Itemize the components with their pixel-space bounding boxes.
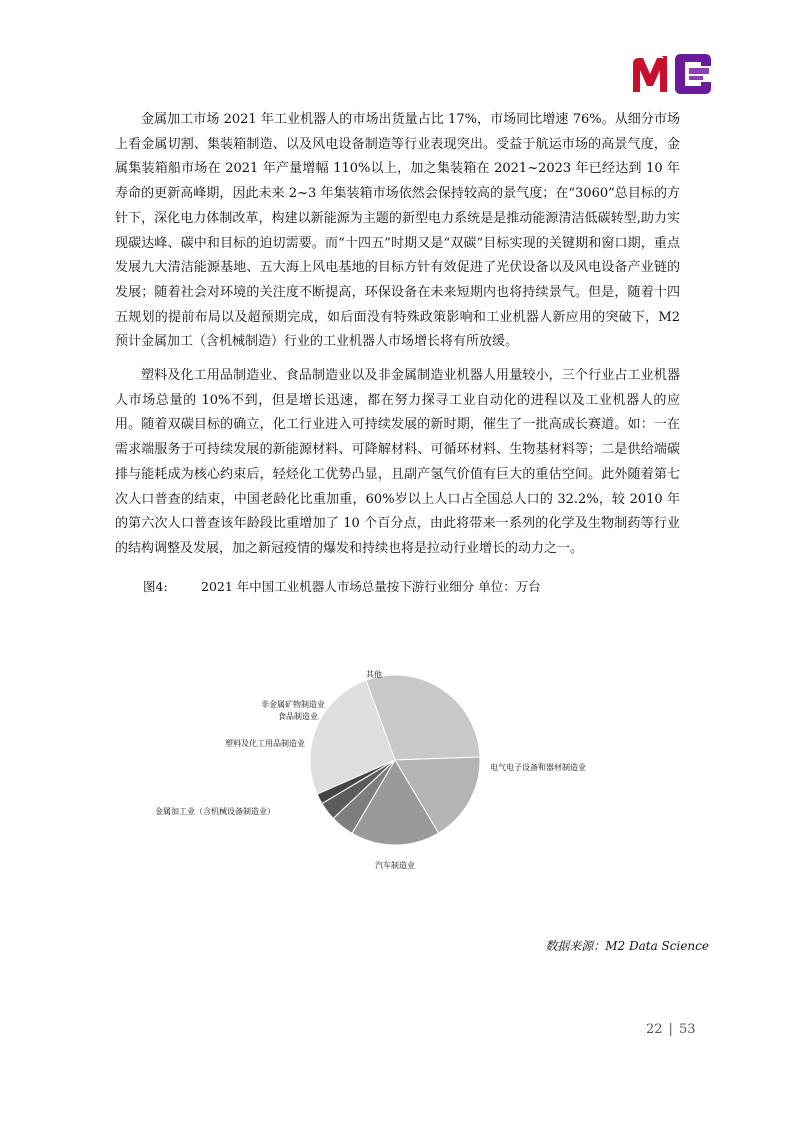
figure-title: 2021 年中国工业机器人市场总量按下游行业细分 单位：万台	[201, 579, 541, 594]
pie-chart	[150, 660, 640, 880]
figure-caption	[143, 577, 541, 595]
paragraph-metal-processing: 金属加工市场 2021 年工业机器人的市场出货量占比 17%，市场同比增速 76%。从细分市场上看金属切割、集装箱制造、以及风电设备制造等行业表现突出。受益于航运市场的高景气度，金属集装箱船市场在 2021 年产量增幅 110%以上，加之集装箱在 2021~2023 年已经达到 10 年寿命的更新高峰期，因此未来 2~3 年集装箱市场依然会保持较高的景气度；在“3060”总目标的方针下，深化电力体制改革，构建以新能源为主题的新型电力系统是是推动能源清洁低碳转型,助力实现碳达峰、碳中和目标的迫切需要。而“十四五”时期又是“双碳”目标实现的关键期和窗口期，重点发展九大清洁能源基地、五大海上风电基地的目标方针有效促进了光伏设备以及风电设备产业链的发展；随着社会对环境的关注度不断提高，环保设备在未来短期内也将持续景气。但是，随着十四五规划的提前布局以及超预期完成，如后面没有特殊政策影响和工业机器人新应用的突破下，M2 预计金属加工（含机械制造）行业的工业机器人市场增长将有所放缓。	[115, 112, 680, 350]
pie-slice-label: 金属加工业（含机械设备制造业）	[155, 807, 275, 816]
figure-number: 图4:	[143, 579, 168, 594]
company-logo	[631, 52, 713, 96]
total-pages: 53	[678, 1022, 696, 1037]
page-number	[646, 1022, 695, 1037]
pie-slice-label: 其他	[366, 670, 382, 679]
pie-slice-label: 塑料及化工用品制造业	[225, 739, 305, 748]
pie-slice-label: 电气电子设备和器材制造业	[490, 763, 586, 772]
pie-slice-label: 汽车制造业	[375, 861, 415, 870]
data-source: 数据来源：M2 Data Science	[545, 939, 709, 953]
data-science-logo-mark	[675, 54, 711, 94]
page-separator: |	[668, 1022, 673, 1037]
current-page: 22	[646, 1022, 663, 1037]
paragraph-plastics-chemical: 塑料及化工用品制造业、食品制造业以及非金属制造业机器人用量较小，三个行业占工业机器人市场总量的 10%不到，但是增长迅速，都在努力探寻工业自动化的进程以及工业机器人的应用。随着双碳目标的确立，化工行业进入可持续发展的新时期，催生了一批高成长赛道。如：一在需求端服务于可持续发展的新能源材料、可降解材料、可循环材料、生物基材料等；二是供给端碳排与能耗成为核心约束后，轻烃化工优势凸显，且副产氢气价值有巨大的重估空间。此外随着第七次人口普查的结束，中国老龄化比重加重，60%岁以上人口占全国总人口的 32.2%，较 2010 年的第六次人口普查该年龄段比重增加了 10 个百分点，由此将带来一系列的化学及生物制药等行业的结构调整及发展，加之新冠疫情的爆发和持续也将是拉动行业增长的动力之一。	[115, 368, 680, 556]
m2-logo-mark	[633, 56, 667, 92]
pie-slice-label: 食品制造业	[278, 712, 318, 721]
pie-slice-label: 非金属矿物制造业	[261, 700, 325, 709]
